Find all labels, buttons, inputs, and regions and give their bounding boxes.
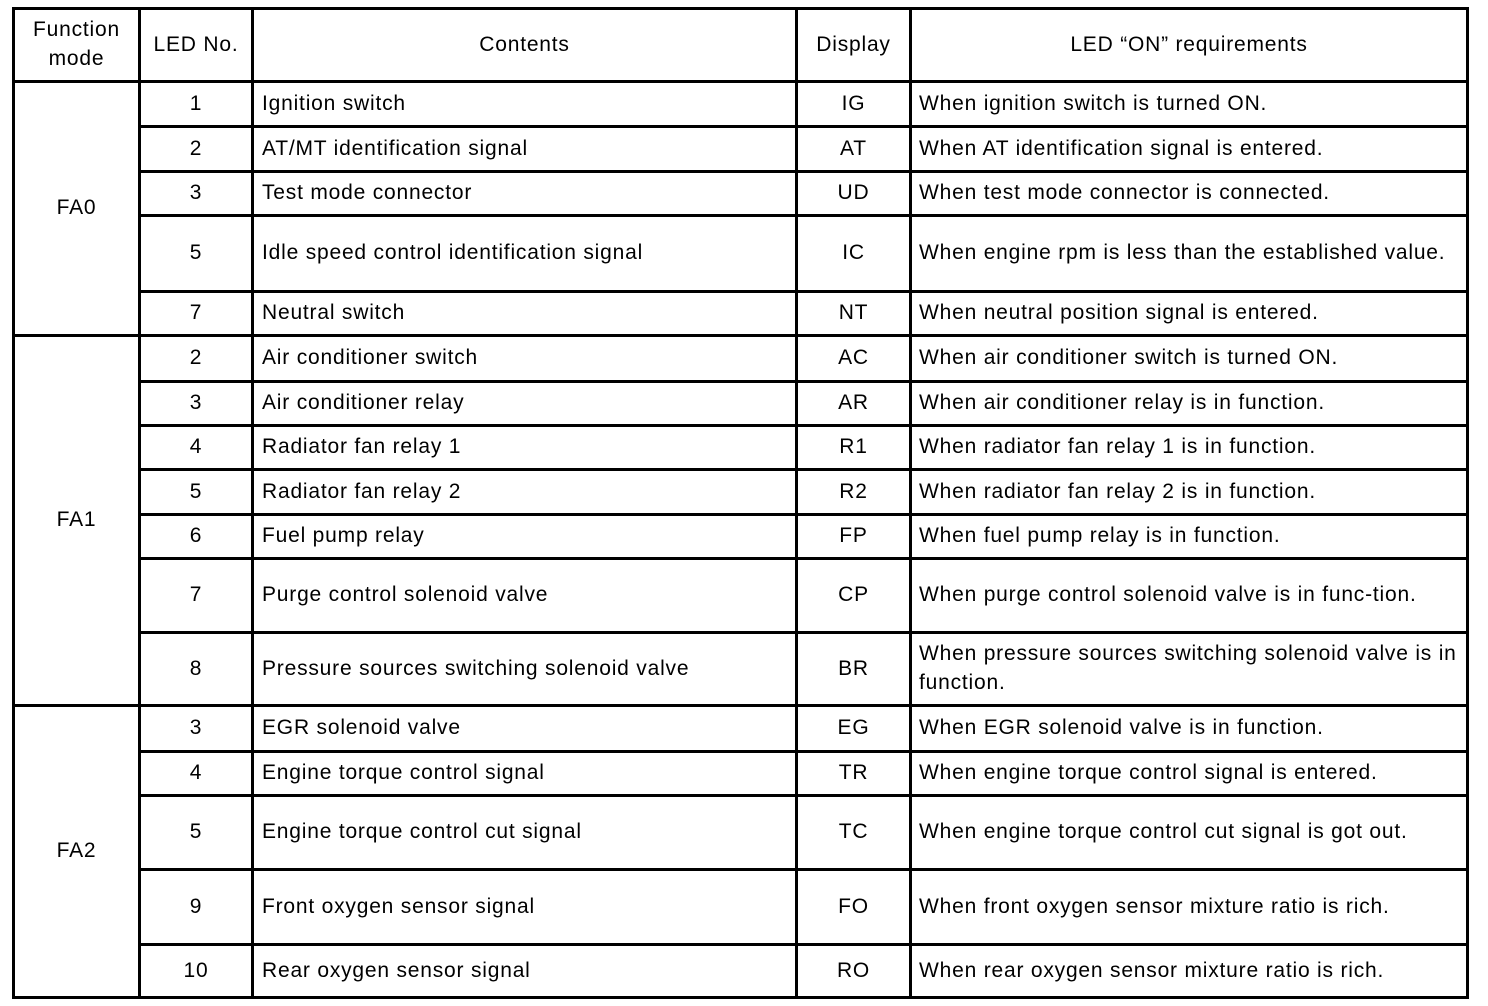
contents-cell: EGR solenoid valve [253,706,797,751]
header-led-no: LED No. [140,9,253,82]
display-code-cell: IG [797,82,911,127]
requirement-cell: When pressure sources switching solenoid valve is in function. [911,632,1468,706]
table-row [14,127,1468,171]
display-code-cell: AT [797,127,911,171]
display-code-cell: AR [797,381,911,425]
contents-cell: Engine torque control signal [253,751,797,795]
led-number-cell: 7 [140,559,253,633]
display-code-cell: RO [797,945,911,998]
requirement-cell: When test mode connector is connected. [911,171,1468,215]
requirement-cell: When radiator fan relay 1 is in function. [911,425,1468,469]
function-mode-cell: FA2 [14,706,140,998]
display-code-cell: EG [797,706,911,751]
function-mode-cell: FA0 [14,82,140,336]
requirement-cell: When fuel pump relay is in function. [911,514,1468,558]
led-number-cell: 4 [140,425,253,469]
requirement-cell: When AT identification signal is entered. [911,127,1468,171]
contents-cell: Ignition switch [253,82,797,127]
header-function-mode: Function mode [14,9,140,82]
table-row [14,559,1468,633]
led-number-cell: 5 [140,216,253,292]
contents-cell: Engine torque control cut signal [253,796,797,870]
table-row [14,291,1468,335]
requirement-cell: When air conditioner relay is in function. [911,381,1468,425]
table-row [14,632,1468,706]
led-number-cell: 9 [140,869,253,945]
led-number-cell: 2 [140,336,253,381]
display-code-cell: CP [797,559,911,633]
contents-cell: Front oxygen sensor signal [253,869,797,945]
requirement-cell: When ignition switch is turned ON. [911,82,1468,127]
contents-cell: Air conditioner switch [253,336,797,381]
display-code-cell: TC [797,796,911,870]
led-number-cell: 10 [140,945,253,998]
display-code-cell: BR [797,632,911,706]
table-row [14,869,1468,945]
led-number-cell: 5 [140,470,253,514]
header-row [14,9,1468,82]
led-number-cell: 8 [140,632,253,706]
display-code-cell: UD [797,171,911,215]
led-number-cell: 7 [140,291,253,335]
table-row [14,171,1468,215]
table-row [14,381,1468,425]
requirement-cell: When EGR solenoid valve is in function. [911,706,1468,751]
contents-cell: Fuel pump relay [253,514,797,558]
display-code-cell: IC [797,216,911,292]
table-row [14,514,1468,558]
led-number-cell: 5 [140,796,253,870]
contents-cell: AT/MT identification signal [253,127,797,171]
led-number-cell: 6 [140,514,253,558]
led-number-cell: 3 [140,171,253,215]
display-code-cell: NT [797,291,911,335]
contents-cell: Neutral switch [253,291,797,335]
table-header [14,9,1468,82]
table-row [14,216,1468,292]
table-row [14,751,1468,795]
header-led-on-requirements: LED “ON” requirements [911,9,1468,82]
requirement-cell: When neutral position signal is entered. [911,291,1468,335]
led-function-table [12,7,1469,999]
contents-cell: Idle speed control identification signal [253,216,797,292]
requirement-cell: When purge control solenoid valve is in func-tion. [911,559,1468,633]
display-code-cell: FO [797,869,911,945]
led-number-cell: 1 [140,82,253,127]
contents-cell: Pressure sources switching solenoid valve [253,632,797,706]
contents-cell: Radiator fan relay 1 [253,425,797,469]
requirement-cell: When air conditioner switch is turned ON. [911,336,1468,381]
display-code-cell: AC [797,336,911,381]
display-code-cell: R2 [797,470,911,514]
led-number-cell: 4 [140,751,253,795]
requirement-cell: When engine torque control cut signal is got out. [911,796,1468,870]
led-number-cell: 2 [140,127,253,171]
requirement-cell: When front oxygen sensor mixture ratio is rich. [911,869,1468,945]
table-row [14,470,1468,514]
display-code-cell: FP [797,514,911,558]
function-mode-cell: FA1 [14,336,140,706]
table-body [14,82,1468,998]
requirement-cell: When engine torque control signal is entered. [911,751,1468,795]
table-row [14,945,1468,998]
contents-cell: Rear oxygen sensor signal [253,945,797,998]
header-display: Display [797,9,911,82]
table-row [14,796,1468,870]
led-number-cell: 3 [140,381,253,425]
table-row [14,706,1468,751]
display-code-cell: R1 [797,425,911,469]
header-contents: Contents [253,9,797,82]
requirement-cell: When rear oxygen sensor mixture ratio is rich. [911,945,1468,998]
requirement-cell: When engine rpm is less than the established value. [911,216,1468,292]
contents-cell: Radiator fan relay 2 [253,470,797,514]
contents-cell: Purge control solenoid valve [253,559,797,633]
requirement-cell: When radiator fan relay 2 is in function. [911,470,1468,514]
led-number-cell: 3 [140,706,253,751]
table-row [14,336,1468,381]
display-code-cell: TR [797,751,911,795]
contents-cell: Test mode connector [253,171,797,215]
contents-cell: Air conditioner relay [253,381,797,425]
table-row [14,425,1468,469]
table-row [14,82,1468,127]
